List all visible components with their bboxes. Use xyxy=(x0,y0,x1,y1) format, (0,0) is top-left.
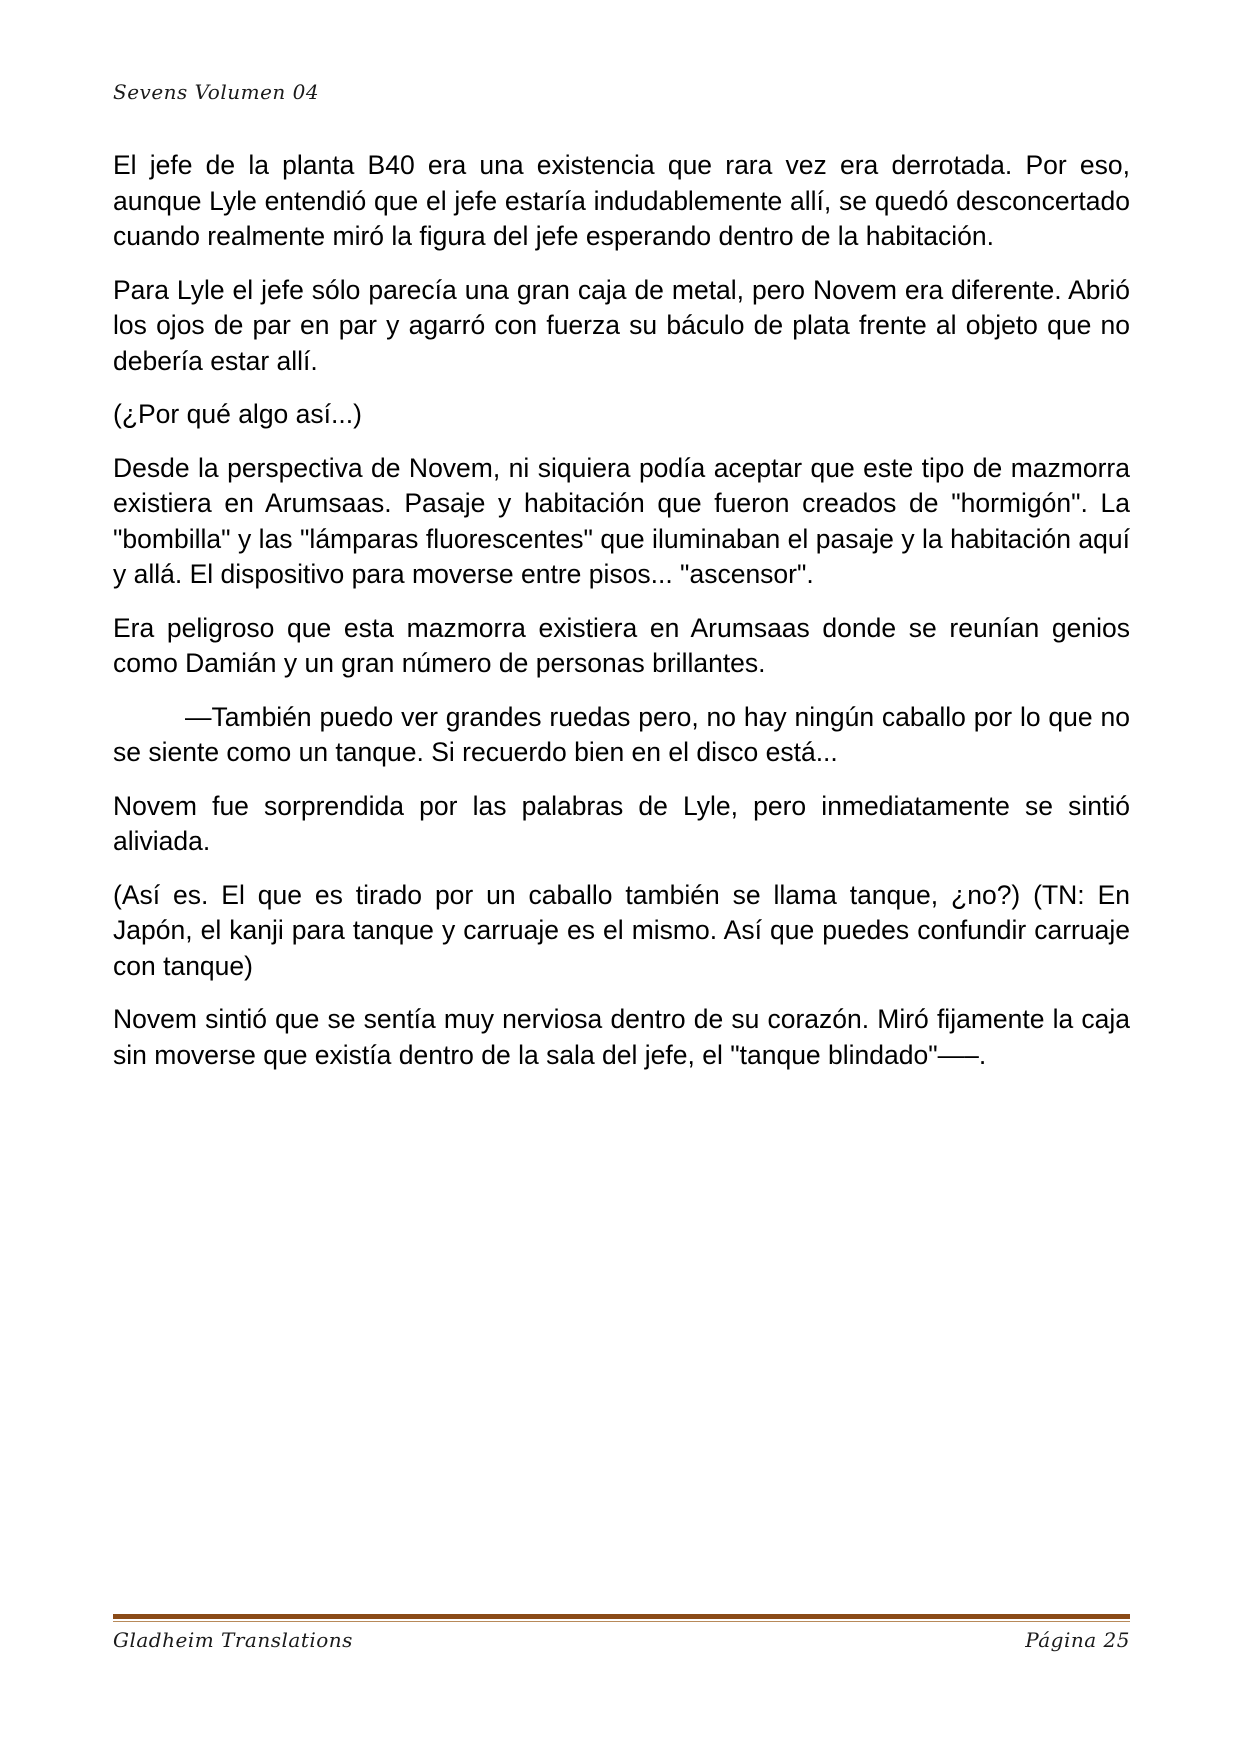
footer-publisher: Gladheim Translations xyxy=(113,1628,353,1652)
paragraph: Para Lyle el jefe sólo parecía una gran caja de metal, pero Novem era diferente. Abrió los ojos de par en par y agarró con fuerza su báculo de plata frente al objeto que no debería estar allí. xyxy=(113,274,1130,376)
footer-divider-thin xyxy=(113,1621,1130,1622)
paragraph: Era peligroso que esta mazmorra existiera en Arumsaas donde se reunían genios como Damián y un gran número de personas brillantes. xyxy=(113,612,1130,678)
footer-divider xyxy=(113,1614,1130,1623)
paragraph: (Así es. El que es tirado por un caballo también se llama tanque, ¿no?) (TN: En Japón, el kanji para tanque y carruaje es el mismo. Así que puedes confundir carruaje con tanque) xyxy=(113,879,1130,981)
page-number: Página 25 xyxy=(1025,1628,1130,1652)
paragraph: Novem sintió que se sentía muy nerviosa dentro de su corazón. Miró fijamente la caja sin moverse que existía dentro de la sala del jefe, el "tanque blindado"—–. xyxy=(113,1004,1130,1070)
paragraph: Desde la perspectiva de Novem, ni siquiera podía aceptar que este tipo de mazmorra existiera en Arumsaas. Pasaje y habitación que fueron creados de "hormigón". La "bombilla" y las "lámparas fluorescentes" que iluminaban el pasaje y la habitación aquí y allá. El dispositivo para moverse entre pisos... "ascensor". xyxy=(113,452,1130,589)
running-header: Sevens Volumen 04 xyxy=(113,80,320,104)
paragraph: El jefe de la planta B40 era una existencia que rara vez era derrotada. Por eso, aunque Lyle entendió que el jefe estaría indudablemente allí, se quedó desconcertado cuando realmente miró la figura del jefe esperando dentro de la habitación. xyxy=(113,150,1130,251)
dialogue-paragraph: —También puedo ver grandes ruedas pero, no hay ningún caballo por lo que no se siente como un tanque. Si recuerdo bien en el disco está... xyxy=(113,701,1130,767)
paragraph: Novem fue sorprendida por las palabras de Lyle, pero inmediatamente se sintió aliviada. xyxy=(113,790,1130,856)
paragraph: (¿Por qué algo así...) xyxy=(113,399,362,429)
page-body xyxy=(113,148,1130,1091)
